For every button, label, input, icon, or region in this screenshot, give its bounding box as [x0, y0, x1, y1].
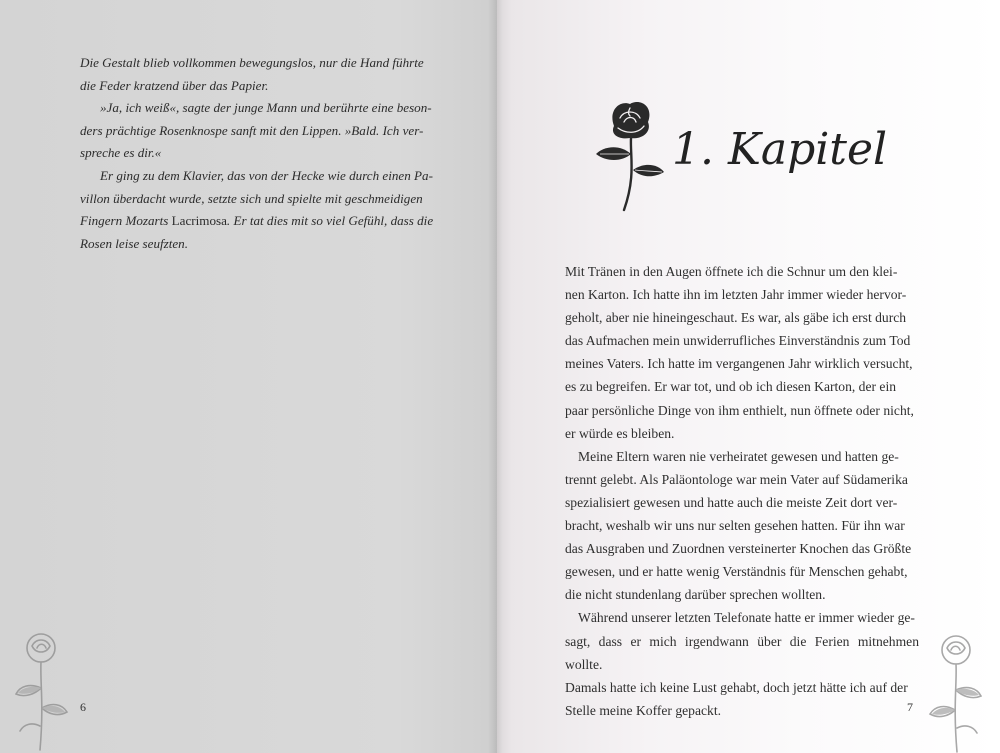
right-paragraph-3	[565, 606, 919, 721]
music-title: Lacrimosa	[171, 213, 227, 229]
right-page	[497, 0, 1000, 753]
text-line: spezialisiert gewesen und hatte auch die meiste Zeit dort ver-	[565, 494, 898, 510]
text-line: paar persönliche Dinge von ihm enthielt, nun öffnete oder nicht,	[565, 402, 914, 418]
text-line: sagt, dass er mich irgendwann über die Ferien mitnehmen wollte.	[565, 633, 919, 672]
text-line: es zu begreifen. Er war tot, und ob ich diesen Karton, der ein	[565, 379, 897, 395]
text-line: Er ging zu dem Klavier, das von der Hecke wie durch einen Pa-	[100, 167, 433, 183]
text-line: villon überdacht wurde, setzte sich und spielte mit geschmeidigen	[80, 190, 423, 206]
text-line: Während unserer letzten Telefonate hatte er immer wieder ge-	[578, 610, 915, 626]
rose-icon	[594, 96, 666, 214]
rose-ornament-icon	[10, 628, 72, 753]
rose-ornament-icon	[925, 630, 987, 753]
text-line: spreche es dir.«	[80, 145, 162, 161]
page-number: 6	[80, 700, 86, 714]
text-fragment: . Er tat dies mit so viel Gefühl, dass die	[226, 213, 434, 229]
left-paragraph-3	[80, 165, 444, 255]
text-line: er würde es bleiben.	[565, 425, 675, 441]
text-line: nen Karton. Ich hatte ihn im letzten Jahr immer wieder hervor-	[565, 287, 907, 303]
text-line: Stelle meine Koffer gepackt.	[565, 702, 722, 718]
chapter-title: 1. Kapitel	[672, 124, 888, 175]
right-paragraph-1	[565, 260, 919, 445]
text-line: die Feder kratzend über das Papier.	[80, 77, 269, 93]
text-line: Damals hatte ich keine Lust gehabt, doch jetzt hätte ich auf der	[565, 679, 908, 695]
text-line: Die Gestalt blieb vollkommen bewegungslos, nur die Hand führte	[80, 55, 424, 70]
left-page-text	[80, 52, 444, 255]
text-line: Meine Eltern waren nie verheiratet gewesen und hatten ge-	[578, 448, 899, 464]
left-paragraph-1	[80, 52, 444, 97]
text-line: Rosen leise seufzten.	[80, 235, 188, 251]
text-line: das Ausgraben und Zuordnen versteinerter Knochen das Größte	[565, 541, 912, 557]
text-line: bracht, weshalb wir uns nur selten gesehen hatten. Für ihn war	[565, 518, 905, 534]
text-line: das Aufmachen mein unwiderrufliches Einverständnis zum Tod	[565, 333, 911, 349]
text-line: meines Vaters. Ich hatte im vergangenen Jahr wirklich versucht,	[565, 356, 913, 372]
text-line: die nicht stundenlang darüber sprechen wollten.	[565, 587, 826, 603]
text-line: »Ja, ich weiß«, sagte der junge Mann und berührte eine beson-	[100, 100, 432, 116]
text-line: ders prächtige Rosenknospe sanft mit den Lippen. »Bald. Ich ver-	[80, 122, 424, 138]
text-line: gewesen, und er hatte wenig Verständnis für Menschen gehabt,	[565, 564, 908, 580]
text-line: geholt, aber nie hineingeschaut. Es war, als gäbe ich erst durch	[565, 310, 907, 326]
left-page	[0, 0, 497, 753]
right-page-text	[565, 260, 919, 722]
chapter-heading	[594, 96, 888, 216]
text-line: trennt gelebt. Als Paläontologe war mein Vater auf Südamerika	[565, 471, 908, 487]
text-fragment: Fingern Mozarts	[80, 213, 172, 229]
left-paragraph-2	[80, 97, 444, 165]
right-paragraph-2	[565, 445, 919, 607]
text-line: Mit Tränen in den Augen öffnete ich die Schnur um den klei-	[565, 264, 898, 279]
page-number: 7	[907, 700, 913, 714]
